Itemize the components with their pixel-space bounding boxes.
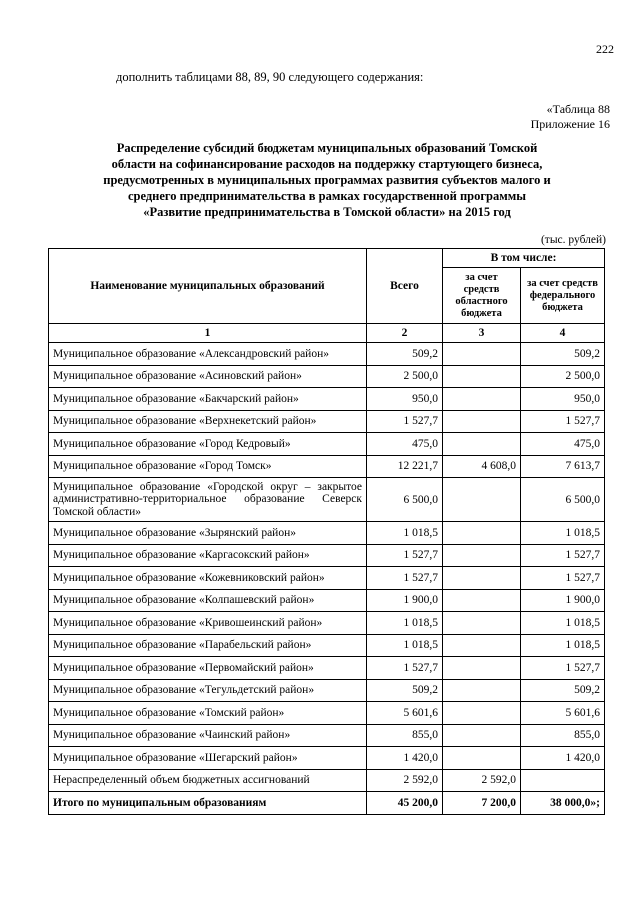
table-row <box>49 343 605 366</box>
federal-value: 1 018,5 <box>521 612 605 635</box>
regional-value <box>443 589 521 612</box>
header-total: Всего <box>367 249 443 324</box>
federal-value: 509,2 <box>521 679 605 702</box>
federal-value: 1 420,0 <box>521 747 605 770</box>
total-value: 2 500,0 <box>367 365 443 388</box>
title-line1: Распределение субсидий бюджетам муниципальных образований Томской <box>116 141 538 155</box>
municipality-name: Муниципальное образование «Чаинский район» <box>49 724 367 747</box>
page-number: 222 <box>596 42 614 56</box>
federal-value: 855,0 <box>521 724 605 747</box>
regional-value <box>443 702 521 725</box>
column-number: 1 <box>49 324 367 343</box>
regional-value <box>443 612 521 635</box>
total-value: 45 200,0 <box>367 792 443 815</box>
table-reference <box>531 102 610 132</box>
regional-value <box>443 747 521 770</box>
regional-value <box>443 634 521 657</box>
table-ref-line2: Приложение 16 <box>530 117 610 131</box>
federal-value: 475,0 <box>521 433 605 456</box>
federal-value: 1 527,7 <box>521 657 605 680</box>
column-number: 3 <box>443 324 521 343</box>
municipality-name: Муниципальное образование «Первомайский район» <box>49 657 367 680</box>
federal-value <box>521 769 605 792</box>
federal-value: 509,2 <box>521 343 605 366</box>
title-line5: «Развитие предпринимательства в Томской области» на 2015 год <box>143 205 511 219</box>
table-row <box>49 365 605 388</box>
federal-value: 1 900,0 <box>521 589 605 612</box>
regional-value <box>443 478 521 522</box>
total-value: 6 500,0 <box>367 478 443 522</box>
total-value: 1 527,7 <box>367 544 443 567</box>
units-label: (тыс. рублей) <box>540 234 606 246</box>
table-row <box>49 612 605 635</box>
table-row <box>49 478 605 522</box>
municipality-name: Муниципальное образование «Томский район» <box>49 702 367 725</box>
regional-value <box>443 388 521 411</box>
total-value: 1 420,0 <box>367 747 443 770</box>
regional-value: 4 608,0 <box>443 455 521 478</box>
regional-value: 2 592,0 <box>443 769 521 792</box>
header-name: Наименование муниципальных образований <box>49 249 367 324</box>
table-row <box>49 589 605 612</box>
federal-value: 2 500,0 <box>521 365 605 388</box>
total-row <box>49 792 605 815</box>
header-regional: за счет средств областного бюджета <box>443 268 521 324</box>
municipality-name: Муниципальное образование «Асиновский район» <box>49 365 367 388</box>
total-value: 1 900,0 <box>367 589 443 612</box>
title-line3: предусмотренных в муниципальных программах развития субъектов малого и <box>103 173 551 187</box>
table-ref-line1: «Таблица 88 <box>546 102 610 116</box>
regional-value <box>443 724 521 747</box>
municipality-name: Муниципальное образование «Бакчарский район» <box>49 388 367 411</box>
table-row <box>49 634 605 657</box>
regional-value <box>443 433 521 456</box>
regional-value <box>443 544 521 567</box>
municipality-name: Муниципальное образование «Город Томск» <box>49 455 367 478</box>
total-value: 1 018,5 <box>367 612 443 635</box>
municipality-name: Муниципальное образование «Колпашевский район» <box>49 589 367 612</box>
table-row <box>49 747 605 770</box>
table-row <box>49 455 605 478</box>
table-row <box>49 388 605 411</box>
regional-value: 7 200,0 <box>443 792 521 815</box>
regional-value <box>443 522 521 545</box>
table-row <box>49 567 605 590</box>
table-row <box>49 702 605 725</box>
table-row <box>49 433 605 456</box>
column-number: 2 <box>367 324 443 343</box>
document-title <box>80 140 574 220</box>
municipality-name: Муниципальное образование «Каргасокский район» <box>49 544 367 567</box>
distribution-table <box>48 248 605 815</box>
table-row <box>49 544 605 567</box>
municipality-name: Муниципальное образование «Александровский район» <box>49 343 367 366</box>
title-line2: области на софинансирование расходов на поддержку стартующего бизнеса, <box>111 157 543 171</box>
regional-value <box>443 679 521 702</box>
header-federal: за счет средств федерального бюджета <box>521 268 605 324</box>
regional-value <box>443 567 521 590</box>
total-value: 1 018,5 <box>367 522 443 545</box>
regional-value <box>443 410 521 433</box>
municipality-name: Муниципальное образование «Кожевниковский район» <box>49 567 367 590</box>
table-row <box>49 679 605 702</box>
federal-value: 950,0 <box>521 388 605 411</box>
municipality-name: Муниципальное образование «Город Кедровый» <box>49 433 367 456</box>
regional-value <box>443 343 521 366</box>
total-value: 5 601,6 <box>367 702 443 725</box>
total-value: 1 527,7 <box>367 657 443 680</box>
federal-value: 38 000,0»; <box>521 792 605 815</box>
table-row <box>49 410 605 433</box>
federal-value: 1 018,5 <box>521 634 605 657</box>
federal-value: 1 527,7 <box>521 410 605 433</box>
title-line4: среднего предпринимательства в рамках государственной программы <box>127 189 527 203</box>
federal-value: 7 613,7 <box>521 455 605 478</box>
federal-value: 1 527,7 <box>521 567 605 590</box>
table-row <box>49 657 605 680</box>
regional-value <box>443 657 521 680</box>
municipality-name: Муниципальное образование «Зырянский район» <box>49 522 367 545</box>
total-value: 2 592,0 <box>367 769 443 792</box>
municipality-name: Муниципальное образование «Городской округ – закрытое административно-территориальное образование Северск Томской области» <box>49 478 367 522</box>
total-value: 1 527,7 <box>367 567 443 590</box>
federal-value: 5 601,6 <box>521 702 605 725</box>
total-value: 1 527,7 <box>367 410 443 433</box>
federal-value: 1 527,7 <box>521 544 605 567</box>
municipality-name: Муниципальное образование «Тегульдетский район» <box>49 679 367 702</box>
total-value: 509,2 <box>367 343 443 366</box>
column-number: 4 <box>521 324 605 343</box>
municipality-name: Муниципальное образование «Парабельский район» <box>49 634 367 657</box>
intro-text: дополнить таблицами 88, 89, 90 следующего содержания: <box>116 70 424 84</box>
table-row <box>49 522 605 545</box>
total-value: 855,0 <box>367 724 443 747</box>
total-value: 950,0 <box>367 388 443 411</box>
total-value: 475,0 <box>367 433 443 456</box>
municipality-name: Муниципальное образование «Шегарский район» <box>49 747 367 770</box>
total-value: 509,2 <box>367 679 443 702</box>
federal-value: 1 018,5 <box>521 522 605 545</box>
total-value: 1 018,5 <box>367 634 443 657</box>
table-row <box>49 769 605 792</box>
regional-value <box>443 365 521 388</box>
header-including: В том числе: <box>443 249 605 268</box>
municipality-name: Нераспределенный объем бюджетных ассигнований <box>49 769 367 792</box>
federal-value: 6 500,0 <box>521 478 605 522</box>
municipality-name: Муниципальное образование «Верхнекетский район» <box>49 410 367 433</box>
table-row <box>49 724 605 747</box>
total-value: 12 221,7 <box>367 455 443 478</box>
municipality-name: Муниципальное образование «Кривошеинский район» <box>49 612 367 635</box>
total-label: Итого по муниципальным образованиям <box>49 792 367 815</box>
